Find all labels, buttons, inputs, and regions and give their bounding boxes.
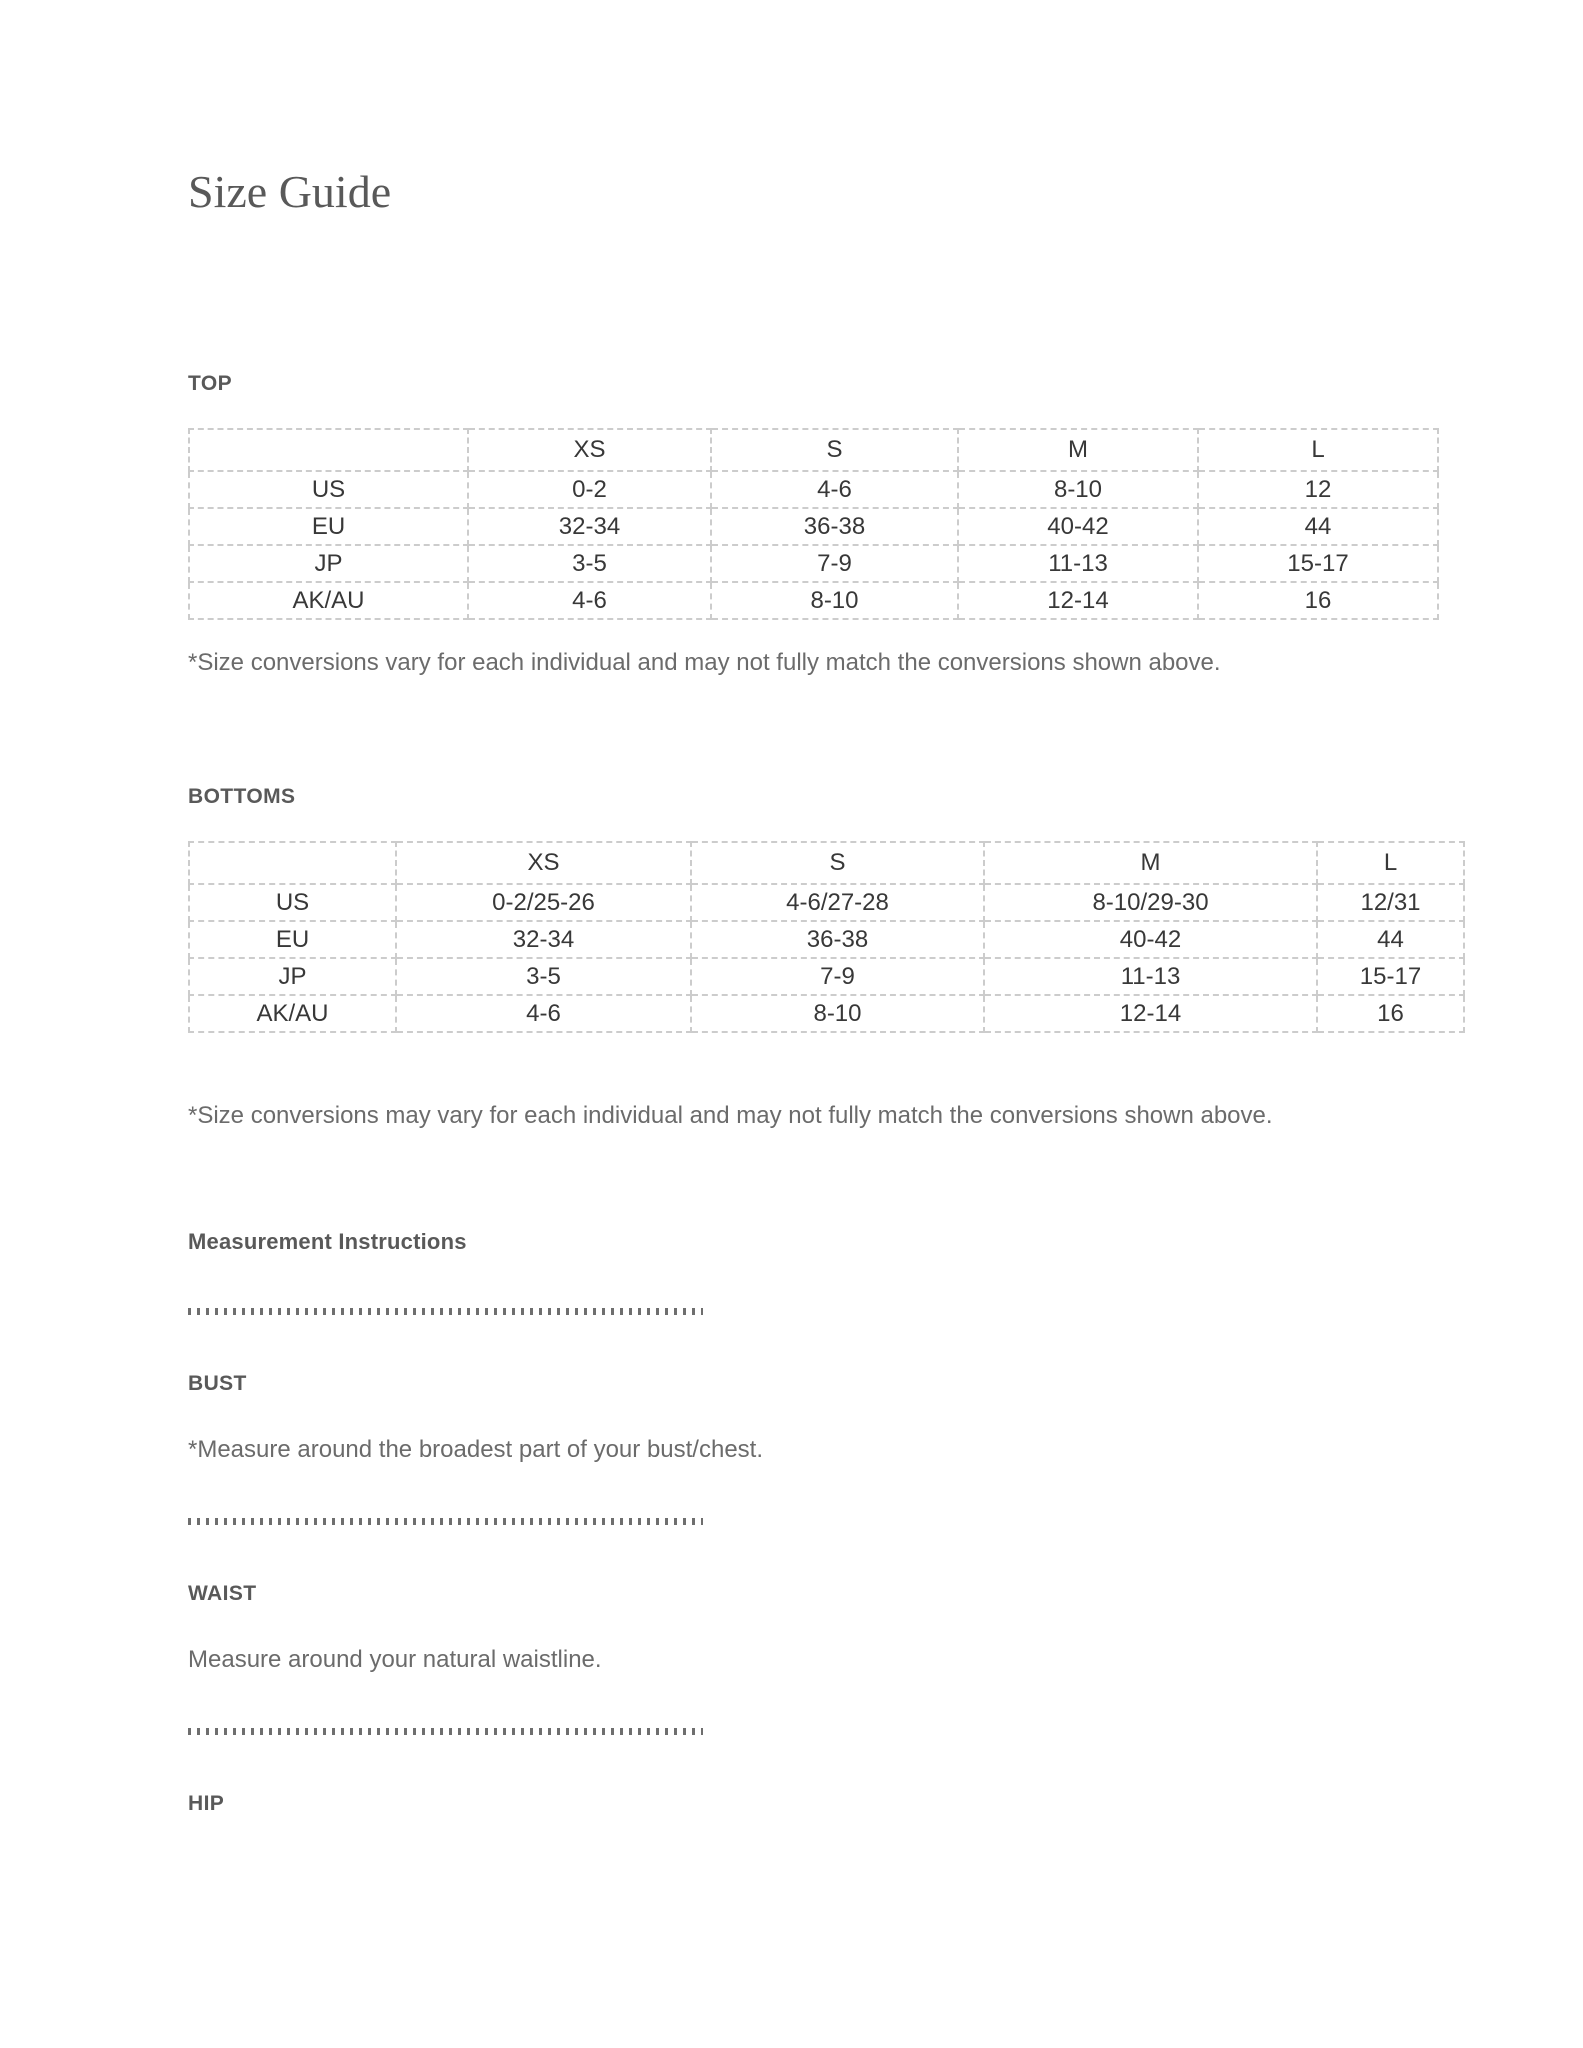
- size-cell: 36-38: [711, 508, 958, 545]
- row-label: US: [189, 471, 468, 508]
- column-header: S: [711, 429, 958, 471]
- size-cell: 12: [1198, 471, 1438, 508]
- size-cell: 3-5: [468, 545, 711, 582]
- size-cell: 8-10: [958, 471, 1198, 508]
- bust-instruction-text: *Measure around the broadest part of your bust/chest.: [188, 1435, 764, 1463]
- size-cell: 0-2/25-26: [396, 884, 691, 921]
- table-row: [189, 921, 1464, 958]
- top-size-note: *Size conversions vary for each individual and may not fully match the conversions shown above.: [188, 649, 1221, 677]
- column-header: XS: [468, 429, 711, 471]
- table-row: [189, 471, 1438, 508]
- size-cell: 8-10: [711, 582, 958, 619]
- column-header: L: [1317, 842, 1464, 884]
- dotted-divider: [188, 1308, 703, 1315]
- column-header: L: [1198, 429, 1438, 471]
- size-cell: 12-14: [958, 582, 1198, 619]
- row-label: EU: [189, 508, 468, 545]
- row-label: JP: [189, 545, 468, 582]
- section-heading-measurement-instructions: Measurement Instructions: [188, 1229, 467, 1255]
- size-cell: 3-5: [396, 958, 691, 995]
- size-cell: 11-13: [984, 958, 1317, 995]
- table-header-row: [189, 429, 1438, 471]
- size-cell: 16: [1198, 582, 1438, 619]
- size-cell: 0-2: [468, 471, 711, 508]
- size-cell: 40-42: [984, 921, 1317, 958]
- section-heading-top: TOP: [188, 371, 232, 395]
- size-cell: 15-17: [1198, 545, 1438, 582]
- size-cell: 8-10: [691, 995, 984, 1032]
- row-label: EU: [189, 921, 396, 958]
- size-cell: 16: [1317, 995, 1464, 1032]
- section-heading-bust: BUST: [188, 1371, 247, 1395]
- table-row: [189, 958, 1464, 995]
- size-cell: 7-9: [711, 545, 958, 582]
- document-content: [188, 0, 1463, 1816]
- size-cell: 12/31: [1317, 884, 1464, 921]
- bottoms-size-table: [188, 841, 1465, 1033]
- table-row: [189, 884, 1464, 921]
- size-cell: 12-14: [984, 995, 1317, 1032]
- size-cell: 32-34: [396, 921, 691, 958]
- row-label: US: [189, 884, 396, 921]
- page-title: Size Guide: [188, 166, 392, 217]
- size-cell: 40-42: [958, 508, 1198, 545]
- corner-cell: [189, 429, 468, 471]
- row-label: AK/AU: [189, 582, 468, 619]
- row-label: AK/AU: [189, 995, 396, 1032]
- corner-cell: [189, 842, 396, 884]
- size-cell: 7-9: [691, 958, 984, 995]
- size-cell: 11-13: [958, 545, 1198, 582]
- size-cell: 4-6: [711, 471, 958, 508]
- section-heading-waist: WAIST: [188, 1581, 257, 1605]
- column-header: M: [958, 429, 1198, 471]
- size-cell: 4-6: [396, 995, 691, 1032]
- table-row: [189, 995, 1464, 1032]
- size-cell: 8-10/29-30: [984, 884, 1317, 921]
- size-cell: 44: [1317, 921, 1464, 958]
- column-header: M: [984, 842, 1317, 884]
- size-cell: 4-6: [468, 582, 711, 619]
- dotted-divider: [188, 1518, 703, 1525]
- column-header: XS: [396, 842, 691, 884]
- size-cell: 15-17: [1317, 958, 1464, 995]
- table-row: [189, 582, 1438, 619]
- table-header-row: [189, 842, 1464, 884]
- size-cell: 36-38: [691, 921, 984, 958]
- column-header: S: [691, 842, 984, 884]
- section-heading-hip: HIP: [188, 1792, 225, 1816]
- table-row: [189, 508, 1438, 545]
- table-row: [189, 545, 1438, 582]
- row-label: JP: [189, 958, 396, 995]
- waist-instruction-text: Measure around your natural waistline.: [188, 1646, 602, 1674]
- size-cell: 44: [1198, 508, 1438, 545]
- size-cell: 4-6/27-28: [691, 884, 984, 921]
- section-heading-bottoms: BOTTOMS: [188, 785, 296, 809]
- dotted-divider: [188, 1728, 703, 1735]
- size-cell: 32-34: [468, 508, 711, 545]
- top-size-table: [188, 428, 1439, 620]
- bottoms-size-note: *Size conversions may vary for each individual and may not fully match the conversions shown above.: [188, 1102, 1273, 1130]
